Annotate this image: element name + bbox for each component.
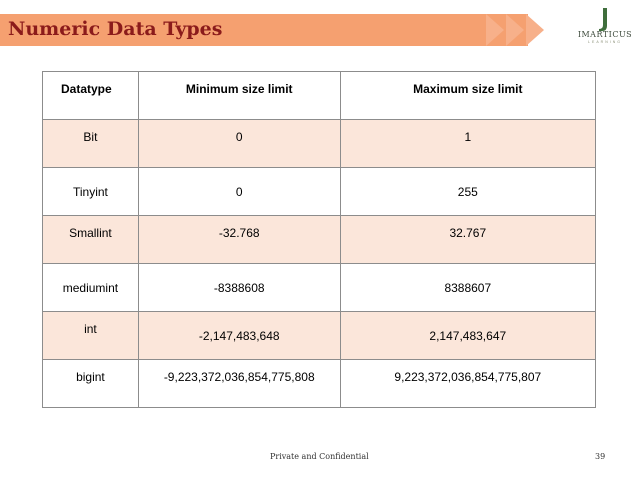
cell-datatype: Bit xyxy=(43,120,139,168)
cell-min: -8388608 xyxy=(138,264,340,312)
cell-min: -32.768 xyxy=(138,216,340,264)
cell-datatype: Smallint xyxy=(43,216,139,264)
cell-datatype: mediumint xyxy=(43,264,139,312)
numeric-types-table xyxy=(42,71,596,408)
logo-mark-icon xyxy=(598,8,612,32)
logo-name: IMARTICUS xyxy=(577,30,633,39)
cell-min: 0 xyxy=(138,168,340,216)
cell-min: -9,223,372,036,854,775,808 xyxy=(138,360,340,408)
header-datatype: Datatype xyxy=(43,72,139,120)
cell-max: 8388607 xyxy=(340,264,595,312)
cell-max: 2,147,483,647 xyxy=(340,312,595,360)
cell-datatype: bigint xyxy=(43,360,139,408)
chevron-decoration xyxy=(526,14,544,46)
page-number: 39 xyxy=(595,452,606,461)
chevron-decoration xyxy=(506,14,524,46)
cell-min: -2,147,483,648 xyxy=(138,312,340,360)
table-row xyxy=(43,312,596,360)
table-row xyxy=(43,264,596,312)
header-max: Maximum size limit xyxy=(340,72,595,120)
table-row xyxy=(43,168,596,216)
table-row xyxy=(43,216,596,264)
logo-tagline: LEARNING xyxy=(588,40,622,44)
table-row xyxy=(43,120,596,168)
imarticus-logo xyxy=(576,8,634,54)
cell-max: 255 xyxy=(340,168,595,216)
cell-datatype: Tinyint xyxy=(43,168,139,216)
cell-min: 0 xyxy=(138,120,340,168)
cell-max: 1 xyxy=(340,120,595,168)
cell-max: 9,223,372,036,854,775,807 xyxy=(340,360,595,408)
cell-max: 32.767 xyxy=(340,216,595,264)
header-min: Minimum size limit xyxy=(138,72,340,120)
footer-confidential: Private and Confidential xyxy=(270,452,369,461)
chevron-decoration xyxy=(486,14,504,46)
cell-datatype: int xyxy=(43,312,139,360)
table-row xyxy=(43,360,596,408)
table-header-row xyxy=(43,72,596,120)
slide-title: Numeric Data Types xyxy=(8,18,223,40)
